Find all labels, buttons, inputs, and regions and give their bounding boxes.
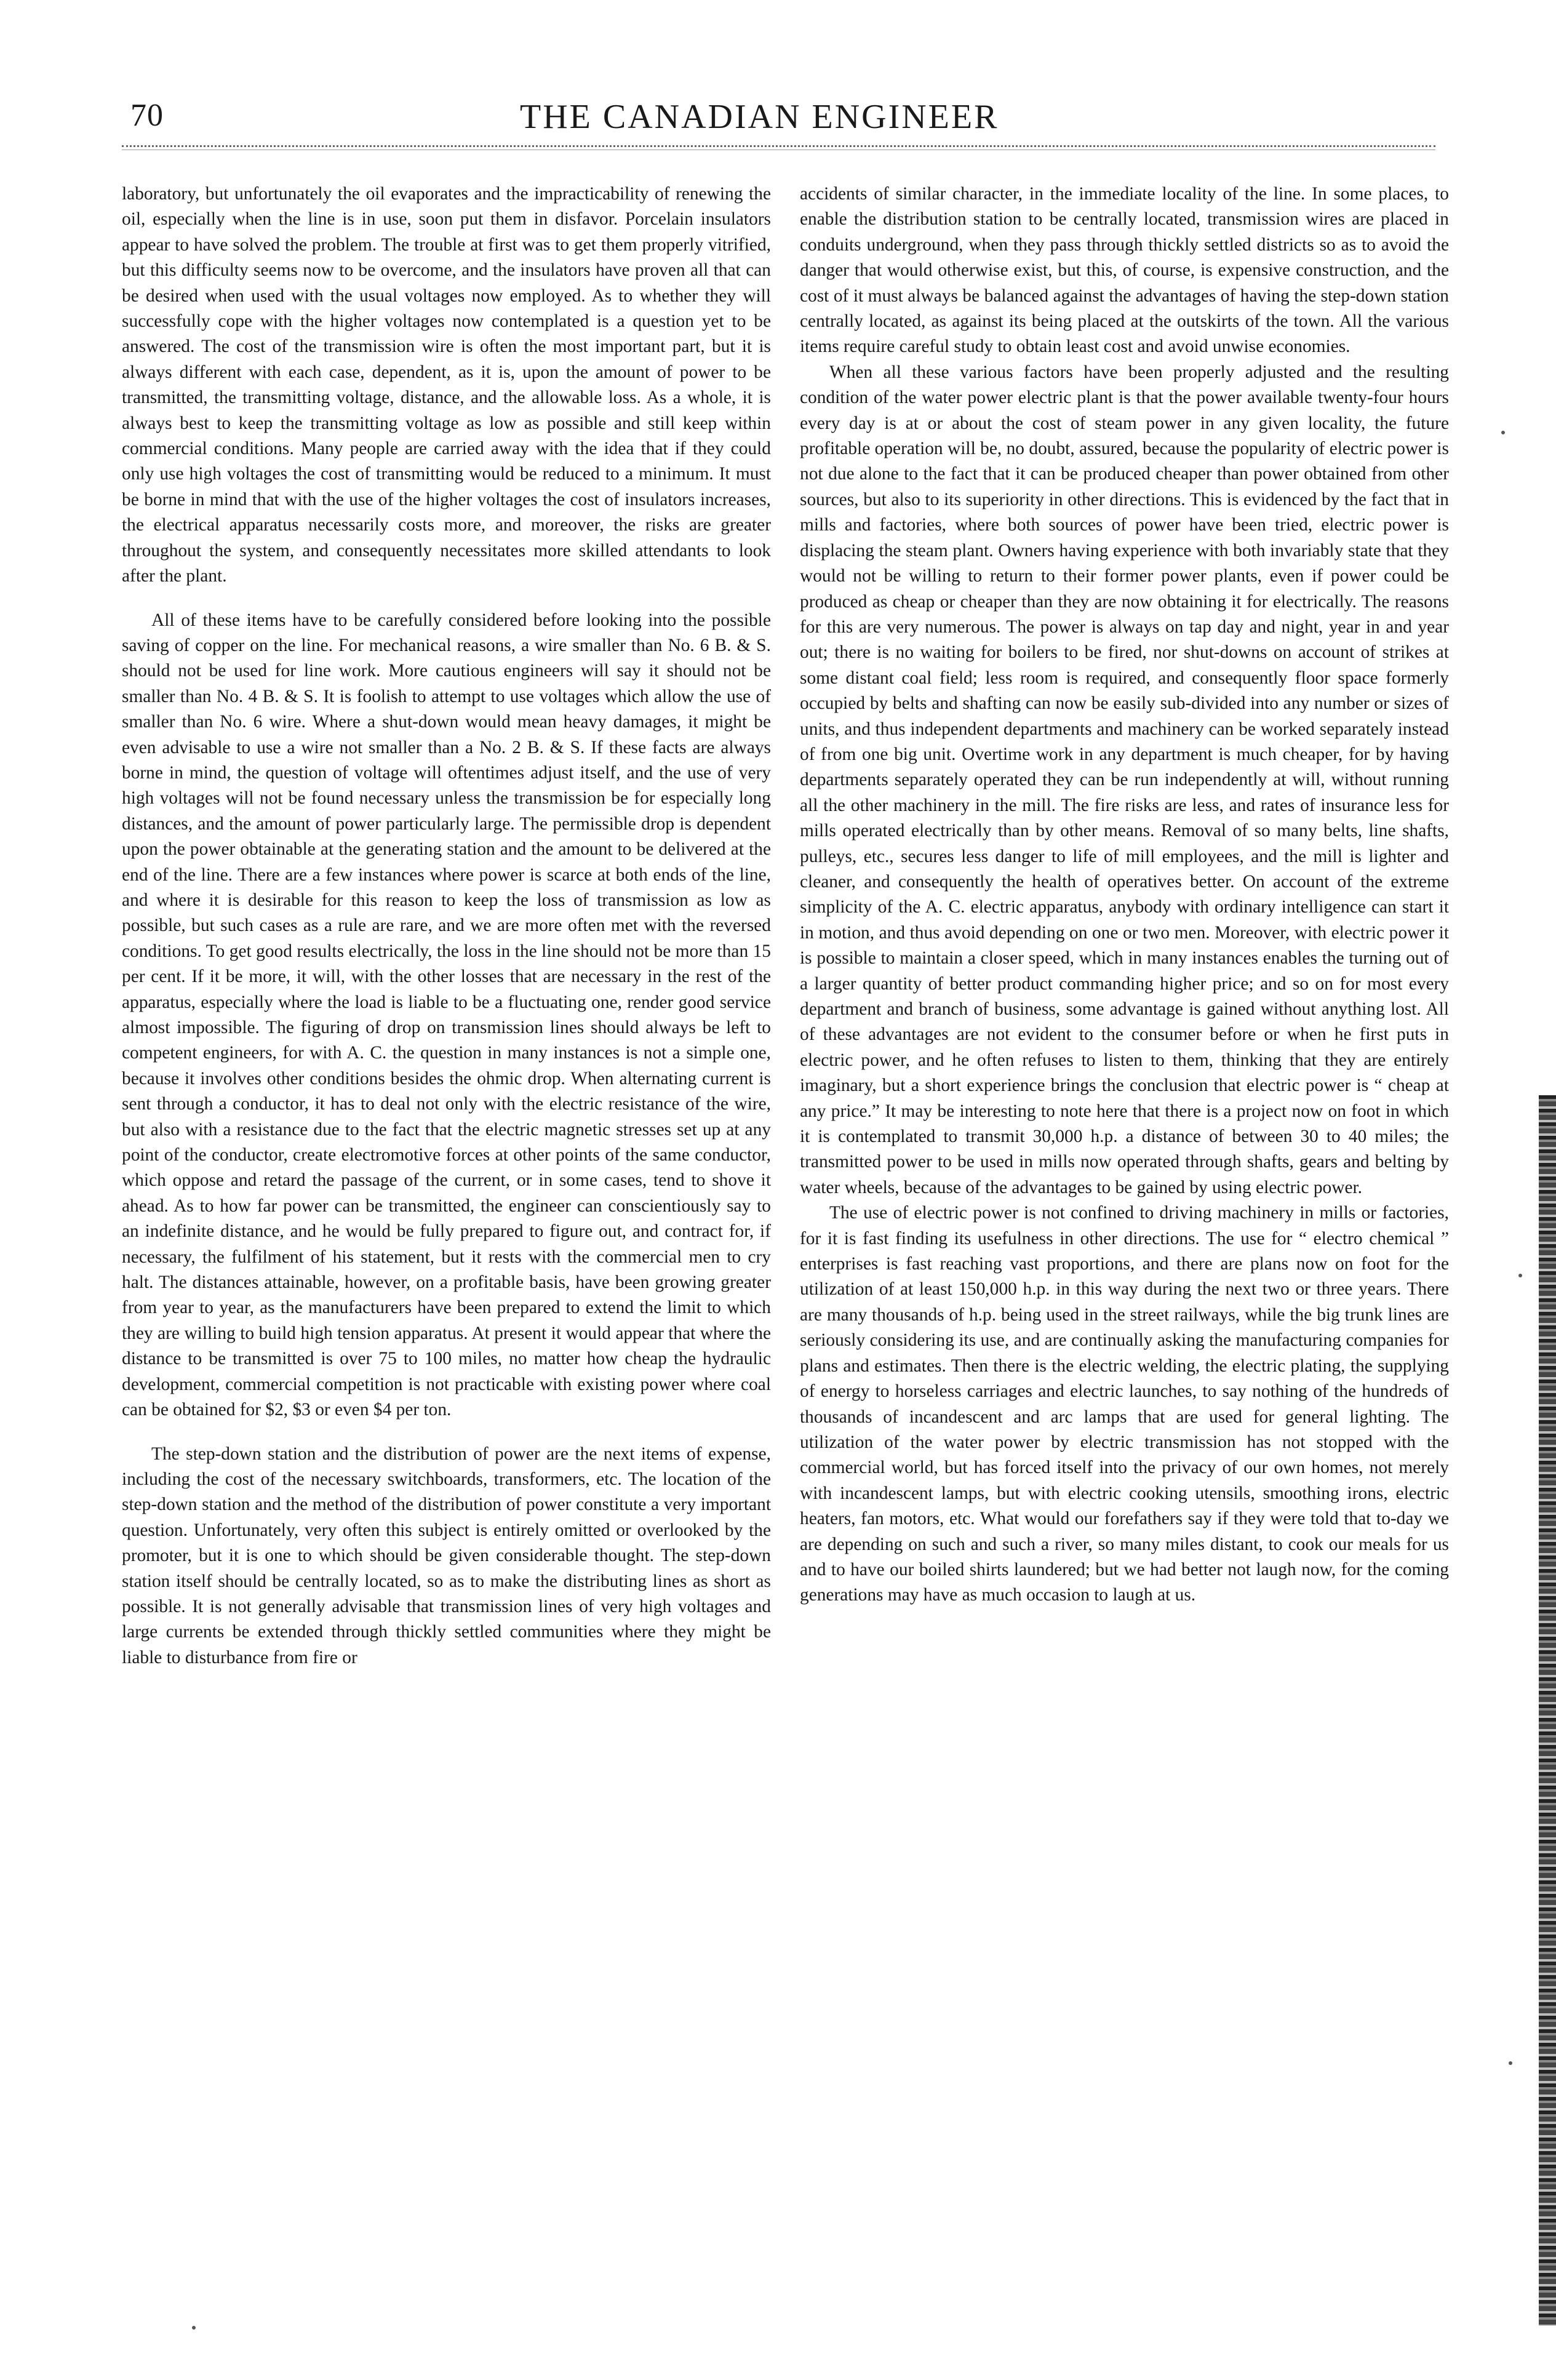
page-number: 70 xyxy=(130,98,164,133)
journal-title: THE CANADIAN ENGINEER xyxy=(520,98,999,136)
paragraph: accidents of similar character, in the immediate locality of the line. In some places, to enable the distribution station to be centrally located, transmission wires are placed in conduits underground, when they pass through thickly settled districts so as to avoid the danger that would otherwise exist, but this, of course, is expensive construction, and the cost of it must always be balanced against the advantages of having the step-down station centrally located, as against its being placed at the outskirts of the town. All the various items require careful study to obtain least cost and avoid unwise economies. xyxy=(800,184,1449,357)
left-column xyxy=(122,182,771,1671)
right-column xyxy=(800,182,1449,1608)
paragraph: All of these items have to be carefully considered before looking into the possible saving of copper on the line. For mechanical reasons, a wire smaller than No. 6 B. & S. should not be used for line work. More cautious engineers will say it should not be smaller than No. 4 B. & S. It is foolish to attempt to use voltages which allow the use of smaller than No. 6 wire. Where a shut-down would mean heavy damages, it might be even advisable to use a wire not smaller than a No. 2 B. & S. If these facts are always borne in mind, the question of voltage will oftentimes adjust itself, and the use of very high voltages will not be found necessary unless the transmission be for especially long distances, and the amount of power particularly large. The permissible drop is dependent upon the power obtainable at the generating station and the amount to be delivered at the end of the line. There are a few instances where power is scarce at both ends of the line, and where it is desirable for this reason to keep the loss of transmission as low as possible, but such cases as a rule are rare, and we are more often met with the reversed conditions. To get good results electrically, the loss in the line should not be more than 15 per cent. If it be more, it will, with the other losses that are necessary in the rest of the apparatus, especially where the load is liable to be a fluctuating one, render good service almost impossible. The figuring of drop on transmission lines should always be left to competent engineers, for with A. C. the question in many instances is not a simple one, because it involves other conditions besides the ohmic drop. When alternating current is sent through a conductor, it has to deal not only with the electric resistance of the wire, but also with a resistance due to the fact that the electric magnetic stresses set up at any point of the conductor, create electromotive forces at other points of the same conductor, which oppose and retard the passage of the current, or in some cases, tend to shove it ahead. As to how far power can be transmitted, the engineer can conscientiously say to an indefinite distance, and he would be fully prepared to figure out, and contract for, if necessary, the fulfilment of his statement, but it rests with the commercial men to cry halt. The distances attainable, however, on a profitable basis, have been growing greater from year to year, as the manufacturers have been prepared to extend the limit to which they are willing to build high tension apparatus. At present it would appear that where the distance to be transmitted is over 75 to 100 miles, no matter how cheap the hydraulic development, commercial competition is not practicable with existing power where coal can be obtained for $2, $3 or even $4 per ton. xyxy=(122,610,771,1420)
header-rule xyxy=(122,145,1435,147)
scan-edge-artifact xyxy=(1539,1095,1556,2326)
scan-speck xyxy=(192,2326,196,2330)
page-header xyxy=(0,0,1556,160)
scan-speck xyxy=(1509,2061,1512,2065)
paragraph: The step-down station and the distribution of power are the next items of expense, including the cost of the necessary switchboards, transformers, etc. The location of the step-down station and the method of the distribution of power constitute a very important question. Unfortunately, very often this subject is entirely omitted or overlooked by the promoter, but it is one to which should be given considerable thought. The step-down station itself should be centrally located, so as to make the distributing lines as short as possible. It is not generally advisable that transmission lines of very high voltages and large currents be extended through thickly settled communities where they might be liable to disturbance from fire or xyxy=(122,1444,771,1667)
paragraph: When all these various factors have been properly adjusted and the resulting condition of the water power electric plant is that the power available twenty-four hours every day is at or about the cost of steam power in any given locality, the future profitable operation will be, no doubt, assured, because the popularity of electric power is not due alone to the fact that it can be produced cheaper than power obtained from other sources, but also to its superiority in other directions. This is evidenced by the fact that in mills and factories, where both sources of power have been tried, electric power is displacing the steam plant. Owners having experience with both invariably state that they would not be willing to return to their former power plants, even if power could be produced as cheap or cheaper than they are now obtaining it for electrically. The reasons for this are very numerous. The power is always on tap day and night, year in and year out; there is no waiting for boilers to be fired, nor shut-downs on account of strikes at some distant coal field; less room is required, and consequently floor space formerly occupied by belts and shafting can now be easily sub-divided into any number or sizes of units, and thus independent departments and machinery can be worked separately instead of from one big unit. Overtime work in any department is much cheaper, for by having departments separately operated they can be run independently at will, without running all the other machinery in the mill. The fire risks are less, and rates of insurance less for mills operated electrically than by other means. Removal of so many belts, line shafts, pulleys, etc., secures less danger to life of mill employees, and the mill is lighter and cleaner, and consequently the health of operatives better. On account of the extreme simplicity of the A. C. electric apparatus, anybody with ordinary intelligence can start it in motion, and thus avoid depending on one or two men. Moreover, with electric power it is possible to maintain a closer speed, which in many instances enables the turning out of a larger quantity of better product commanding higher price; and so on for most every department and branch of business, some advantage is gained without anything lost. All of these advantages are not evident to the consumer before or when he first puts in electric power, and he often refuses to listen to them, thinking that they are entirely imaginary, but a short experience brings the conclusion that electric power is “ cheap at any price.” It may be interesting to note here that there is a project now on foot in which it is contemplated to transmit 30,000 h.p. a distance of between 30 to 40 miles; the transmitted power to be used in mills now operated through shafts, gears and belting by water wheels, because of the advantages to be gained by using electric power. xyxy=(800,362,1449,1197)
paragraph: The use of electric power is not confined to driving machinery in mills or factories, for it is fast finding its usefulness in other directions. The use for “ electro chemical ” enterprises is fast reaching vast proportions, and there are plans now on foot for the utilization of at least 150,000 h.p. in this way during the next two or three years. There are many thousands of h.p. being used in the street railways, while the big trunk lines are seriously considering its use, and are continually asking the manufacturing companies for plans and estimates. Then there is the electric welding, the electric plating, the supplying of energy to horseless carriages and electric launches, to say nothing of the hundreds of thousands of incandescent and arc lamps that are used for general lighting. The utilization of the water power by electric transmission has not stopped with the commercial world, but has forced itself into the privacy of our own homes, not merely with incandescent lamps, but with electric cooking utensils, smoothing irons, electric heaters, fan motors, etc. What would our forefathers say if they were told that to-day we are depending on such and such a river, so many miles distant, to cook our meals for us and to have our boiled shirts laundered; but we had better not laugh now, for the coming generations may have as much occasion to laugh at us. xyxy=(800,1203,1449,1605)
scan-speck xyxy=(1518,1274,1522,1277)
paragraph: laboratory, but unfortunately the oil evaporates and the impracticability of renewing the oil, especially when the line is in use, soon put them in disfavor. Porcelain insulators appear to have solved the problem. The trouble at first was to get them properly vitrified, but this difficulty seems now to be overcome, and the insulators have proven all that can be desired when used with the usual voltages now employed. As to whether they will successfully cope with the higher voltages now contemplated is a question yet to be answered. The cost of the transmission wire is often the most important part, but it is always different with each case, dependent, as it is, upon the amount of power to be transmitted, the transmitting voltage, distance, and the allowable loss. As a whole, it is always best to keep the transmitting voltage as low as possible and still keep within commercial conditions. Many people are carried away with the idea that if they could only use high voltages the cost of transmitting would be reduced to a minimum. It must be borne in mind that with the use of the higher voltages the cost of insulators increases, the electrical apparatus necessarily costs more, and moreover, the risks are greater throughout the system, and consequently necessitates more skilled attendants to look after the plant. xyxy=(122,184,771,586)
scan-speck xyxy=(1501,431,1505,434)
